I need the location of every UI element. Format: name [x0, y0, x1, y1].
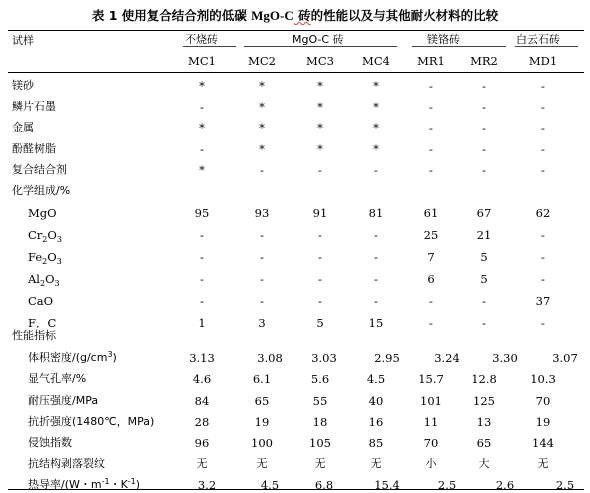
- header-group-mgoc: MgO-C 砖: [292, 33, 344, 46]
- raw-material-cell: -: [429, 142, 433, 156]
- table-top-rule: [8, 30, 584, 31]
- header-sample-mc1: MC1: [188, 54, 216, 68]
- composition-cell: -: [260, 250, 264, 264]
- raw-material-cell: *: [259, 79, 265, 93]
- raw-material-cell: -: [429, 100, 433, 114]
- property-cell: 大: [478, 457, 490, 470]
- raw-material-cell: *: [373, 142, 379, 156]
- property-cell: 101: [420, 394, 442, 408]
- header-sample-mc2: MC2: [248, 54, 276, 68]
- composition-cell: 67: [476, 206, 492, 220]
- property-label: [28, 351, 117, 366]
- property-label-part: ): [112, 351, 117, 364]
- property-cell: 4.6: [192, 372, 212, 386]
- composition-label: [28, 294, 53, 308]
- composition-cell: -: [482, 294, 486, 308]
- title-suffix: 的性能以及与其他耐火材料的比较: [310, 8, 499, 23]
- property-label-part: -1: [101, 477, 110, 486]
- composition-cell: -: [200, 250, 204, 264]
- property-cell: 小: [425, 457, 437, 470]
- composition-cell: -: [260, 272, 264, 286]
- property-cell: 18: [312, 415, 328, 429]
- raw-material-cell: -: [429, 79, 433, 93]
- header-group-magchrome: 镁铬砖: [427, 33, 460, 46]
- composition-cell: -: [318, 294, 322, 308]
- header-sample-mr1: MR1: [417, 54, 445, 68]
- raw-material-cell: -: [482, 79, 486, 93]
- composition-cell: -: [482, 316, 486, 330]
- property-cell: 55: [312, 394, 328, 408]
- raw-material-cell: *: [317, 79, 323, 93]
- composition-formula-part: 3: [56, 257, 62, 266]
- header-group-unfired: 不烧砖: [185, 33, 218, 46]
- property-cell: 无: [196, 457, 208, 470]
- property-label-part: 显气孔率/%: [28, 372, 87, 385]
- property-cell: 19: [535, 415, 551, 429]
- composition-cell: 15: [368, 316, 384, 330]
- composition-cell: -: [200, 294, 204, 308]
- raw-material-cell: -: [541, 163, 545, 177]
- composition-formula-part: 2: [42, 257, 48, 266]
- property-cell: 3.03: [311, 351, 337, 365]
- property-cell: 96: [194, 436, 210, 450]
- raw-material-cell: -: [482, 163, 486, 177]
- composition-cell: -: [374, 228, 378, 242]
- property-label: [28, 372, 86, 386]
- composition-cell: 81: [368, 206, 384, 220]
- composition-cell: 5: [480, 272, 488, 286]
- property-cell: 3.13: [189, 351, 215, 365]
- composition-formula-part: O: [47, 228, 57, 242]
- title-prefix: 表 1 使用复合结合剂的低碳: [91, 8, 252, 23]
- raw-material-label: 酚醛树脂: [12, 142, 56, 155]
- raw-material-cell: *: [259, 142, 265, 156]
- property-cell: 3.30: [492, 351, 518, 365]
- composition-cell: -: [318, 228, 322, 242]
- raw-material-cell: -: [541, 100, 545, 114]
- property-label-part: 耐压强度/MPa: [28, 394, 99, 407]
- composition-label: [28, 316, 56, 330]
- property-label-part: 体积密度/(g/cm: [28, 351, 108, 364]
- property-cell: 11: [423, 415, 439, 429]
- table-title: [0, 6, 590, 24]
- composition-cell: 3: [258, 316, 266, 330]
- property-label-part: 抗折强度(1480℃，MPa): [28, 415, 155, 428]
- raw-material-cell: *: [373, 79, 379, 93]
- property-cell: 6.8: [314, 478, 334, 492]
- composition-label: [28, 272, 60, 288]
- composition-formula-part: 2: [39, 279, 46, 288]
- raw-material-cell: *: [373, 100, 379, 114]
- composition-cell: -: [374, 272, 378, 286]
- composition-formula-part: 3: [56, 235, 62, 244]
- composition-formula-part: O: [47, 250, 57, 264]
- header-sample-mc4: MC4: [362, 54, 390, 68]
- property-cell: 144: [532, 436, 554, 450]
- composition-formula-part: 2: [42, 235, 48, 244]
- property-label: [28, 457, 105, 471]
- property-cell: 2.95: [374, 351, 400, 365]
- raw-material-cell: *: [317, 100, 323, 114]
- composition-label-text: MgO: [28, 206, 57, 220]
- raw-material-cell: -: [482, 121, 486, 135]
- composition-cell: -: [200, 228, 204, 242]
- property-cell: 4.5: [260, 478, 280, 492]
- property-cell: 65: [254, 394, 270, 408]
- composition-cell: 91: [312, 206, 328, 220]
- composition-cell: 1: [198, 316, 206, 330]
- raw-material-cell: -: [429, 163, 433, 177]
- composition-label: [28, 228, 62, 244]
- property-cell: 100: [251, 436, 273, 450]
- property-cell: 2.5: [437, 478, 457, 492]
- composition-cell: -: [541, 228, 545, 242]
- property-cell: 15.4: [374, 478, 400, 492]
- title-brick: 砖: [293, 8, 311, 23]
- composition-heading: 化学组成/%: [12, 184, 71, 197]
- composition-cell: -: [541, 250, 545, 264]
- property-cell: 16: [368, 415, 384, 429]
- property-cell: 3.24: [434, 351, 460, 365]
- properties-heading: 性能指标: [12, 329, 56, 342]
- composition-cell: 5: [316, 316, 324, 330]
- header-sample-md1: MD1: [528, 54, 558, 68]
- composition-cell: -: [429, 316, 433, 330]
- raw-material-label: 鳞片石墨: [12, 100, 56, 113]
- property-cell: 105: [309, 436, 331, 450]
- property-cell: 无: [314, 457, 326, 470]
- raw-material-cell: *: [259, 121, 265, 135]
- raw-material-cell: *: [199, 79, 205, 93]
- raw-material-cell: -: [374, 163, 378, 177]
- composition-cell: -: [260, 294, 264, 308]
- raw-material-label: 金属: [12, 121, 34, 134]
- property-cell: 无: [256, 457, 268, 470]
- property-cell: 6.1: [252, 372, 272, 386]
- raw-material-cell: *: [373, 121, 379, 135]
- composition-formula-part: Al: [28, 272, 40, 286]
- composition-formula-part: Fe: [28, 250, 43, 264]
- property-cell: 10.3: [530, 372, 556, 386]
- property-cell: 3.08: [257, 351, 283, 365]
- composition-cell: -: [200, 272, 204, 286]
- property-cell: 3.07: [552, 351, 578, 365]
- composition-formula-part: O: [45, 272, 55, 286]
- header-bottom-rule: [8, 72, 584, 73]
- composition-formula-part: Cr: [28, 228, 43, 242]
- property-label: [28, 415, 154, 429]
- composition-cell: 21: [476, 228, 492, 242]
- property-label-part: 热导率/(W・m: [28, 478, 102, 491]
- raw-material-cell: -: [541, 121, 545, 135]
- property-cell: 125: [473, 394, 495, 408]
- property-cell: 70: [423, 436, 439, 450]
- property-cell: 12.8: [471, 372, 497, 386]
- composition-label-text: F．C: [28, 316, 57, 330]
- property-label: [28, 436, 72, 450]
- raw-material-cell: -: [200, 100, 204, 114]
- raw-material-cell: *: [317, 121, 323, 135]
- property-cell: 2.5: [555, 478, 575, 492]
- property-cell: 28: [194, 415, 210, 429]
- composition-label: [28, 250, 62, 266]
- composition-formula-part: 3: [54, 279, 60, 288]
- raw-material-cell: -: [482, 100, 486, 114]
- property-cell: 15.7: [418, 372, 444, 386]
- raw-material-cell: -: [541, 142, 545, 156]
- composition-cell: 95: [194, 206, 210, 220]
- raw-material-label: 镁砂: [12, 79, 34, 92]
- composition-cell: -: [429, 294, 433, 308]
- title-material: MgO-C: [251, 8, 294, 23]
- header-sample-mr2: MR2: [470, 54, 498, 68]
- property-cell: 19: [254, 415, 270, 429]
- raw-material-label: 复合结合剂: [12, 163, 67, 176]
- composition-cell: 61: [423, 206, 439, 220]
- composition-cell: -: [318, 250, 322, 264]
- property-label-part: -1: [127, 477, 136, 486]
- header-group-dolomite: 白云石砖: [516, 33, 560, 46]
- raw-material-cell: *: [199, 121, 205, 135]
- property-cell: 4.5: [366, 372, 386, 386]
- property-label: [28, 394, 98, 408]
- property-cell: 2.6: [495, 478, 515, 492]
- property-cell: 84: [194, 394, 210, 408]
- property-cell: 70: [535, 394, 551, 408]
- property-label-part: 3: [107, 350, 113, 359]
- composition-cell: 37: [535, 294, 551, 308]
- property-cell: 65: [476, 436, 492, 450]
- property-cell: 5.6: [310, 372, 330, 386]
- property-cell: 无: [537, 457, 549, 470]
- property-cell: 3.2: [197, 478, 217, 492]
- raw-material-cell: -: [541, 79, 545, 93]
- composition-cell: -: [260, 228, 264, 242]
- property-cell: 40: [368, 394, 384, 408]
- composition-cell: 7: [427, 250, 435, 264]
- raw-material-cell: *: [317, 142, 323, 156]
- composition-cell: 6: [427, 272, 435, 286]
- composition-cell: -: [374, 250, 378, 264]
- raw-material-cell: -: [482, 142, 486, 156]
- property-label-part: ・K: [109, 478, 128, 491]
- raw-material-cell: *: [259, 100, 265, 114]
- property-label-part: 侵蚀指数: [28, 436, 72, 449]
- raw-material-cell: -: [318, 163, 322, 177]
- header-row-label: 试样: [12, 34, 34, 47]
- composition-cell: 25: [423, 228, 439, 242]
- composition-cell: -: [541, 316, 545, 330]
- raw-material-cell: *: [199, 163, 205, 177]
- header-sample-mc3: MC3: [306, 54, 334, 68]
- property-cell: 85: [368, 436, 384, 450]
- property-label: [28, 478, 140, 493]
- raw-material-cell: -: [260, 163, 264, 177]
- property-cell: 13: [476, 415, 492, 429]
- property-label-part: 抗结构剥落裂纹: [28, 457, 105, 470]
- composition-cell: -: [541, 272, 545, 286]
- composition-cell: -: [374, 294, 378, 308]
- composition-cell: 93: [254, 206, 270, 220]
- raw-material-cell: -: [200, 142, 204, 156]
- property-cell: 无: [370, 457, 382, 470]
- property-label-part: ): [135, 478, 141, 491]
- composition-label-text: CaO: [28, 294, 54, 308]
- composition-cell: 5: [480, 250, 488, 264]
- composition-label: [28, 206, 57, 220]
- composition-cell: -: [318, 272, 322, 286]
- composition-cell: 62: [535, 206, 551, 220]
- raw-material-cell: -: [429, 121, 433, 135]
